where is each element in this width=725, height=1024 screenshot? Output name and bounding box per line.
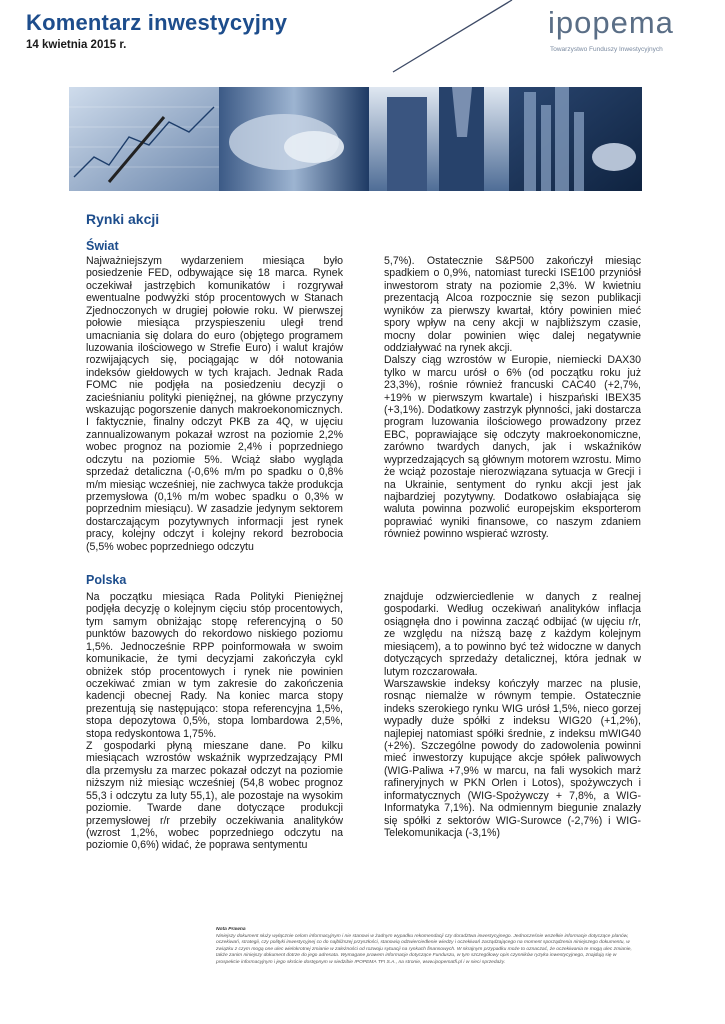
- legal-note-heading: Nota Prawna: [216, 927, 246, 932]
- world-text-left-column: [86, 255, 343, 553]
- poland-text-right-column: [384, 591, 641, 839]
- paragraph: Z gospodarki płyną mieszane dane. Po kilku miesiącach wzrostów wskaźnik wyprzedzający PMI dla przemysłu za marzec pokazał odczyt na poziomie niższym niż miesiąc wcześniej (54,8 wobec prognoz 55,3 i odczytu za luty 55,1), ale pozostaje na wysokim poziomie. Twarde dane dotyczące produkcji przemysłowej r/r przebiły oczekiwania analityków (wzrost 1,2%, wobec poprzedniego odczytu na poziomie 0,6%) widać, że poprawa sentymentu: [86, 740, 343, 852]
- paragraph: Najważniejszym wydarzeniem miesiąca było posiedzenie FED, odbywające się 18 marca. Rynek oczekiwał jastrzębich komunikatów i rozgrywał ewentualne podwyżki stóp procentowych w Stanach Zjednoczonych w drugiej połowie roku. W pierwszej połowie miesiąca przyspieszeniu uległ trend umacniania się dolara do euro (objętego programem luzowania ilościowego w Strefie Euro) i walut krajów rozwijających się, pociągając w dół notowania indeksów giełdowych w tych krajach. Jednak Rada FOMC nie podjęła na posiedzeniu decyzji o zacieśnianiu polityki pieniężnej, na główne przyczyny wskazując pogorszenie danych makroekonomicznych. I faktycznie, finalny odczyt PKB za 4Q, w ujęciu zannualizowanym pokazał wzrost na poziomie 2,2% wobec prognoz na poziomie 2,4% i poprzedniego odczytu na poziomie 5%. Wciąż słabo wygląda sprzedaż detaliczna (-0,6% m/m po spadku o 0,8% m/m miesiąc wcześniej, nie zachwyca także produkcja przemysłowa (0,1% m/m wobec spadku o 0,3% w poprzednim miesiącu). W zasadzie jedynym sektorem dostarczającym pozytywnych informacji jest rynek pracy, kolejny odczyt i kolejny rekord bezrobocia (5,5% wobec poprzedniego odczytu: [86, 255, 343, 553]
- world-text-right-column: [384, 255, 641, 541]
- paragraph: Dalszy ciąg wzrostów w Europie, niemiecki DAX30 tylko w marcu urósł o 6% (od początku roku już 23,3%), rośnie również francuski CAC40 (+2,7%, +19% w pierwszym kwartale) i hiszpański IBEX35 (+3,1%). Dodatkowy zastrzyk płynności, jaki dostarcza program luzowania ilościowego prowadzony przez EBC, poprawiające się odczyty makroekonomiczne, zarówno twardych danych, jak i wskaźników wyprzedzających są głównym motorem wzrostu. Mimo że wciąż pozostaje nierozwiązana sytuacja w Grecji i na Ukrainie, sentyment do rynku akcji jest jak najbardziej pozytywny. Dodatkowo osłabiająca się waluta powinna pozwolić europejskim eksporterom poprawiać wyniki finansowe, co naszym zdaniem również powinno wspierać wzrosty.: [384, 354, 641, 541]
- document-date: 14 kwietnia 2015 r.: [26, 39, 127, 51]
- legal-note: [216, 927, 640, 967]
- section-title: Rynki akcji: [86, 211, 160, 227]
- poland-text-left-column: [86, 591, 343, 852]
- subsection-title-world: Świat: [86, 239, 119, 253]
- paragraph: znajduje odzwierciedlenie w danych z realnej gospodarki. Według oczekiwań analityków inflacja osiągnęła dno i powinna zacząć odbijać (w ujęciu r/r, ze względu na niższą bazę z każdym kolejnym miesiącem), a to powinno być też widoczne w danych dotyczących sprzedaży detalicznej, która jednak w lutym rozczarowała.: [384, 591, 641, 678]
- ipopema-logo: [548, 5, 708, 57]
- paragraph: Warszawskie indeksy kończyły marzec na plusie, rosnąc niemalże w równym tempie. Ostatecznie indeks szerokiego rynku WIG urósł 1,5%, nieco gorzej wypadły duże spółki z indeksu WIG20 (+1,2%), najlepiej natomiast spółki średnie, z indeksu mWIG40 (+2%). Szczególne powody do zadowolenia powinni mieć inwestorzy kupujące akcje spółek paliwowych (WIG-Paliwa +7,9% w marcu, na fali wysokich marż rafineryjnych w PKN Orlen i Lotos), spożywczych i informatycznych (WIG-Spożywczy + 7,8%, a WIG-Informatyka 7,1%). Na odmiennym biegunie znalazły się spółki z sektorów WIG-Surowce (-2,7%) i WIG-Telekomunikacja (-3,1%): [384, 677, 641, 840]
- paragraph: Na początku miesiąca Rada Polityki Pieniężnej podjęła decyzję o kolejnym cięciu stóp procentowych, tym samym obniżając stopę referencyjną o 50 punktów bazowych do rekordowo niskiego poziomu 1,5%. Jednocześnie RPP poinformowała w swoim komunikacie, że tymi decyzjami zakończyła cykl obniżek stóp procentowych i rynek nie powinien oczekiwać zmian w tym zakresie do zakończenia kadencji obecnej Rady. Na koniec marca stopy prezentują się następująco: stopa referencyjna 1,5%, stopa depozytowa 0,5%, stopa lombardowa 2,5%, stopa redyskontowa 1,75%.: [86, 591, 343, 740]
- subsection-title-poland: Polska: [86, 573, 127, 587]
- document-title: Komentarz inwestycyjny: [26, 10, 288, 35]
- legal-note-body: Niniejszy dokument służy wyłącznie celom informacyjnym i nie stanowi w żadnym wypadku rekomendacji czy doradztwa inwestycyjnego. Jednocześnie wszelkie informacje dotyczące planów, oczekiwań, strategii, czy polityki inwestycyjnej co do najbliższej przyszłości, stanowią odzwierciedlenie wiedzy i oczekiwań zarządzającego na moment sporządzenia niniejszego dokumentu, w związku z czym mogą one ulec wielokrotnej zmianie w zależności od rozwoju sytuacji na rynkach finansowych. W skrajnym przypadku może to oznaczać, że oczekiwania te mogą ulec zmianie, także zanim niniejszy dokument dotrze do jego adresata. Wymagane prawem informacje dotyczące Funduszu, w tym szczegółowy opis czynników ryzyka inwestycyjnego, znajdują się w prospekcie informacyjnym i jego skrócie dostępnym w siedzibie IPOPEMA TFI S.A., na stronie, www.ipopematfi.pl i w sieci sprzedaży.: [216, 933, 632, 965]
- logo-wordmark: ipopema: [548, 5, 674, 40]
- paragraph: 5,7%). Ostatecznie S&P500 zakończył miesiąc spadkiem o 0,9%, natomiast turecki ISE100 przyniósł inwestorom straty na poziomie 2,3%. W kwietniu prezentacją Alcoa rozpocznie się sezon publikacji wyników za pierwszy kwartał, który powinien mieć spory wpływ na ceny akcji w najbliższym czasie, mocny dolar powinien więc dalej negatywnie oddziaływać na rynek akcji.: [384, 255, 641, 354]
- logo-subtitle: Towarzystwo Funduszy Inwestycyjnych: [550, 46, 663, 53]
- banner-image: [69, 87, 642, 191]
